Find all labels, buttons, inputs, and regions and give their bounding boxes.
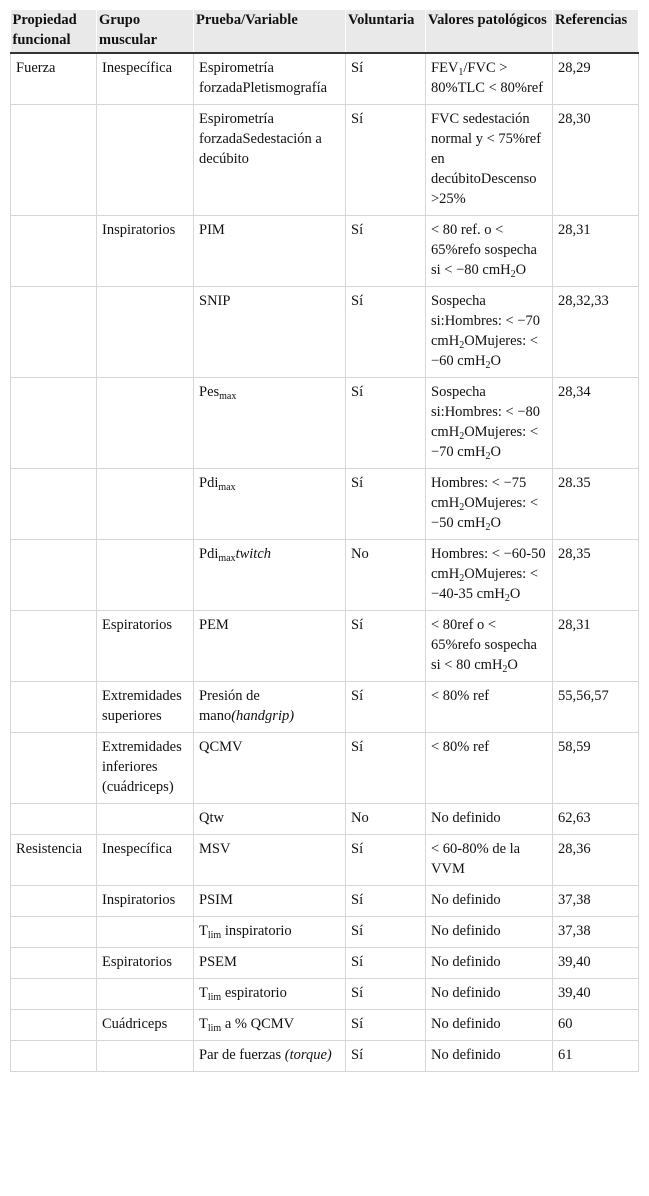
- cell-voluntaria: Sí: [346, 682, 426, 733]
- cell-voluntaria: Sí: [346, 105, 426, 216]
- table-row: [11, 886, 639, 917]
- cell-referencias: 28.35: [553, 469, 639, 540]
- cell-grupo: [97, 105, 194, 216]
- cell-grupo: Espiratorios: [97, 948, 194, 979]
- table-row: [11, 917, 639, 948]
- cell-prueba: MSV: [194, 835, 346, 886]
- cell-grupo: [97, 1041, 194, 1072]
- cell-propiedad: [11, 917, 97, 948]
- cell-prueba: PSEM: [194, 948, 346, 979]
- cell-grupo: [97, 287, 194, 378]
- cell-grupo: Inespecífica: [97, 835, 194, 886]
- cell-referencias: 28,32,33: [553, 287, 639, 378]
- cell-prueba: $T_{lim}$ a % QCMV: [194, 1010, 346, 1041]
- cell-valores: No definido: [426, 886, 553, 917]
- cell-valores: Hombres: < −60-50 cmH$_2$OMujeres: < −40-35 cmH$_2$O: [426, 540, 553, 611]
- header-prueba: Prueba/Variable: [194, 10, 346, 53]
- table-container: [10, 10, 638, 1072]
- table-row: [11, 979, 639, 1010]
- cell-grupo: Extremidades inferiores (cuádriceps): [97, 733, 194, 804]
- table-row: [11, 1041, 639, 1072]
- table-row: [11, 1010, 639, 1041]
- cell-valores: $FEV_1$/FVC > 80%TLC < 80%ref: [426, 53, 553, 105]
- cell-voluntaria: No: [346, 804, 426, 835]
- cell-grupo: Espiratorios: [97, 611, 194, 682]
- cell-valores: No definido: [426, 948, 553, 979]
- cell-voluntaria: Sí: [346, 886, 426, 917]
- cell-propiedad: [11, 611, 97, 682]
- cell-referencias: 28,31: [553, 611, 639, 682]
- cell-grupo: [97, 804, 194, 835]
- cell-propiedad: [11, 540, 97, 611]
- cell-prueba: Presión de mano(handgrip): [194, 682, 346, 733]
- cell-propiedad: Fuerza: [11, 53, 97, 105]
- table-row: [11, 733, 639, 804]
- cell-prueba: QCMV: [194, 733, 346, 804]
- header-row: [11, 10, 639, 53]
- table-row: [11, 105, 639, 216]
- cell-referencias: 28,35: [553, 540, 639, 611]
- cell-referencias: 28,34: [553, 378, 639, 469]
- cell-propiedad: [11, 886, 97, 917]
- cell-voluntaria: Sí: [346, 216, 426, 287]
- cell-referencias: 37,38: [553, 886, 639, 917]
- cell-valores: No definido: [426, 1010, 553, 1041]
- cell-referencias: 58,59: [553, 733, 639, 804]
- table-row: [11, 540, 639, 611]
- cell-prueba: Pdi$_{max}$: [194, 469, 346, 540]
- cell-referencias: 39,40: [553, 948, 639, 979]
- cell-valores: Sospecha si:Hombres: < −80 cmH$_2$OMujeres: < −70 cmH$_2$O: [426, 378, 553, 469]
- cell-grupo: Extremidades superiores: [97, 682, 194, 733]
- header-grupo: Grupo muscular: [97, 10, 194, 53]
- cell-voluntaria: Sí: [346, 917, 426, 948]
- cell-grupo: [97, 378, 194, 469]
- cell-voluntaria: Sí: [346, 835, 426, 886]
- cell-valores: < 60-80% de la VVM: [426, 835, 553, 886]
- table-row: [11, 216, 639, 287]
- cell-propiedad: [11, 378, 97, 469]
- cell-propiedad: [11, 682, 97, 733]
- cell-valores: < 80ref o < 65%refo sospecha si < 80 cmH$_2$O: [426, 611, 553, 682]
- header-voluntaria: Voluntaria: [346, 10, 426, 53]
- cell-voluntaria: Sí: [346, 611, 426, 682]
- cell-prueba: $T_{lim}$ inspiratorio: [194, 917, 346, 948]
- data-table: [10, 10, 639, 1072]
- cell-propiedad: [11, 979, 97, 1010]
- cell-voluntaria: Sí: [346, 948, 426, 979]
- table-row: [11, 804, 639, 835]
- cell-referencias: 61: [553, 1041, 639, 1072]
- cell-prueba: SNIP: [194, 287, 346, 378]
- cell-referencias: 28,36: [553, 835, 639, 886]
- cell-propiedad: [11, 105, 97, 216]
- cell-grupo: Inspiratorios: [97, 886, 194, 917]
- cell-referencias: 60: [553, 1010, 639, 1041]
- cell-referencias: 28,29: [553, 53, 639, 105]
- cell-grupo: [97, 979, 194, 1010]
- cell-propiedad: [11, 804, 97, 835]
- cell-propiedad: [11, 1041, 97, 1072]
- cell-prueba: Pes$_{max}$: [194, 378, 346, 469]
- cell-valores: Sospecha si:Hombres: < −70 cmH$_2$OMujeres: < −60 cmH$_2$O: [426, 287, 553, 378]
- cell-voluntaria: Sí: [346, 378, 426, 469]
- cell-voluntaria: Sí: [346, 1041, 426, 1072]
- cell-valores: < 80% ref: [426, 682, 553, 733]
- cell-prueba: Par de fuerzas (torque): [194, 1041, 346, 1072]
- cell-valores: No definido: [426, 979, 553, 1010]
- cell-referencias: 28,30: [553, 105, 639, 216]
- header-referencias: Referencias: [553, 10, 639, 53]
- table-row: [11, 287, 639, 378]
- cell-prueba: PIM: [194, 216, 346, 287]
- cell-voluntaria: Sí: [346, 287, 426, 378]
- cell-propiedad: [11, 287, 97, 378]
- cell-valores: < 80% ref: [426, 733, 553, 804]
- cell-prueba: PEM: [194, 611, 346, 682]
- cell-propiedad: [11, 1010, 97, 1041]
- cell-grupo: [97, 917, 194, 948]
- cell-grupo: Inspiratorios: [97, 216, 194, 287]
- cell-referencias: 55,56,57: [553, 682, 639, 733]
- cell-prueba: Espirometría forzadaSedestación a decúbito: [194, 105, 346, 216]
- cell-voluntaria: Sí: [346, 979, 426, 1010]
- cell-propiedad: [11, 948, 97, 979]
- cell-propiedad: [11, 469, 97, 540]
- cell-referencias: 37,38: [553, 917, 639, 948]
- cell-valores: No definido: [426, 804, 553, 835]
- table-row: [11, 611, 639, 682]
- table-row: [11, 469, 639, 540]
- header-valores: Valores patológicos: [426, 10, 553, 53]
- cell-propiedad: [11, 733, 97, 804]
- table-body: [11, 53, 639, 1072]
- cell-referencias: 39,40: [553, 979, 639, 1010]
- cell-referencias: 28,31: [553, 216, 639, 287]
- cell-valores: < 80 ref. o < 65%refo sospecha si < −80 cmH$_2$O: [426, 216, 553, 287]
- cell-valores: Hombres: < −75 cmH$_2$OMujeres: < −50 cmH$_2$O: [426, 469, 553, 540]
- cell-voluntaria: Sí: [346, 733, 426, 804]
- cell-grupo: Cuádriceps: [97, 1010, 194, 1041]
- cell-voluntaria: Sí: [346, 469, 426, 540]
- cell-grupo: Inespecífica: [97, 53, 194, 105]
- cell-valores: FVC sedestación normal y < 75%ref en decúbitoDescenso >25%: [426, 105, 553, 216]
- table-header: [11, 10, 639, 53]
- table-row: [11, 948, 639, 979]
- cell-valores: No definido: [426, 1041, 553, 1072]
- header-propiedad: Propiedad funcional: [11, 10, 97, 53]
- cell-grupo: [97, 540, 194, 611]
- cell-voluntaria: Sí: [346, 53, 426, 105]
- cell-prueba: PSIM: [194, 886, 346, 917]
- cell-propiedad: [11, 216, 97, 287]
- cell-prueba: $T_{lim}$ espiratorio: [194, 979, 346, 1010]
- cell-valores: No definido: [426, 917, 553, 948]
- cell-grupo: [97, 469, 194, 540]
- cell-propiedad: Resistencia: [11, 835, 97, 886]
- cell-prueba: Pdi$_{max}$twitch: [194, 540, 346, 611]
- table-row: [11, 378, 639, 469]
- cell-prueba: Qtw: [194, 804, 346, 835]
- table-row: [11, 53, 639, 105]
- cell-prueba: Espirometría forzadaPletismografía: [194, 53, 346, 105]
- table-row: [11, 682, 639, 733]
- cell-referencias: 62,63: [553, 804, 639, 835]
- cell-voluntaria: Sí: [346, 1010, 426, 1041]
- table-row: [11, 835, 639, 886]
- cell-voluntaria: No: [346, 540, 426, 611]
